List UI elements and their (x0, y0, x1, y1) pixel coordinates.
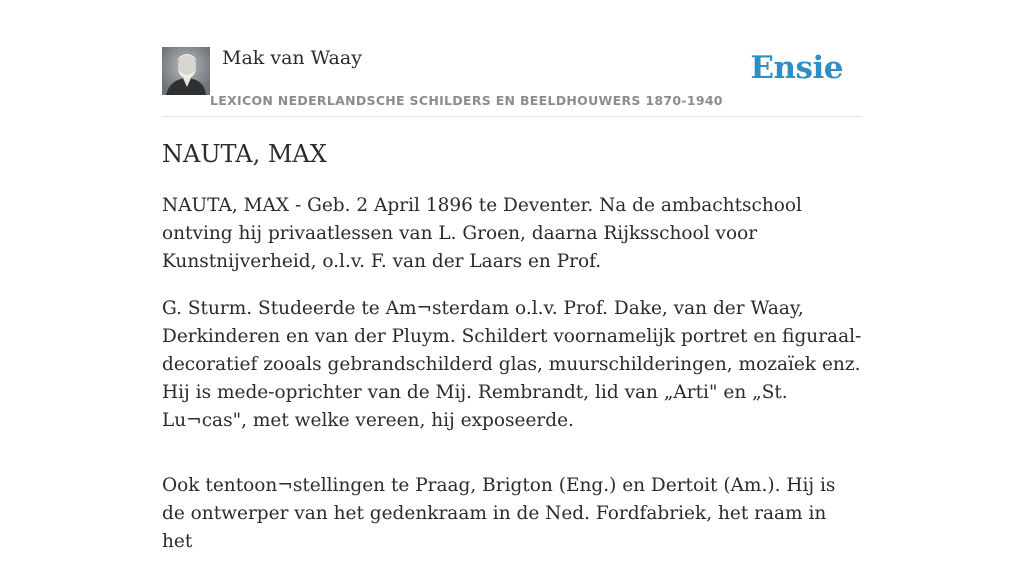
author-name[interactable]: Mak van Waay (222, 47, 362, 69)
paragraph: G. Sturm. Studeerde te Am¬sterdam o.l.v. Prof. Dake, van der Waay, Derkinderen en van der Pluym. Schildert voornamelijk portret en figuraal-decoratief zooals gebrandschilderd glas, muurschilderingen, mozaïek enz. Hij is mede-oprichter van de Mij. Rembrandt, lid van „Arti" en „St. Lu¬cas", met welke vereen, hij exposeerde. (162, 298, 862, 431)
article-body (162, 192, 862, 575)
paragraph: Ook tentoon¬stellingen te Praag, Brigton (Eng.) en Dertoit (Am.). Hij is de ontwerper van het gedenkraam in de Ned. Fordfabriek, het raam in het (162, 475, 836, 552)
paragraph: NAUTA, MAX - Geb. 2 April 1896 te Deventer. Na de ambachtschool ontving hij privaatlessen van L. Groen, daarna Rijksschool voor Kunstnijverheid, o.l.v. F. van der Laars en Prof. (162, 195, 802, 272)
article-title: NAUTA, MAX (162, 140, 327, 168)
source-title[interactable]: LEXICON NEDERLANDSCHE SCHILDERS EN BEELDHOUWERS 1870-1940 (210, 93, 723, 108)
author-avatar[interactable] (162, 47, 210, 95)
page-header (162, 46, 862, 117)
ensie-logo[interactable]: Ensie (750, 50, 843, 86)
portrait-image (162, 47, 210, 95)
